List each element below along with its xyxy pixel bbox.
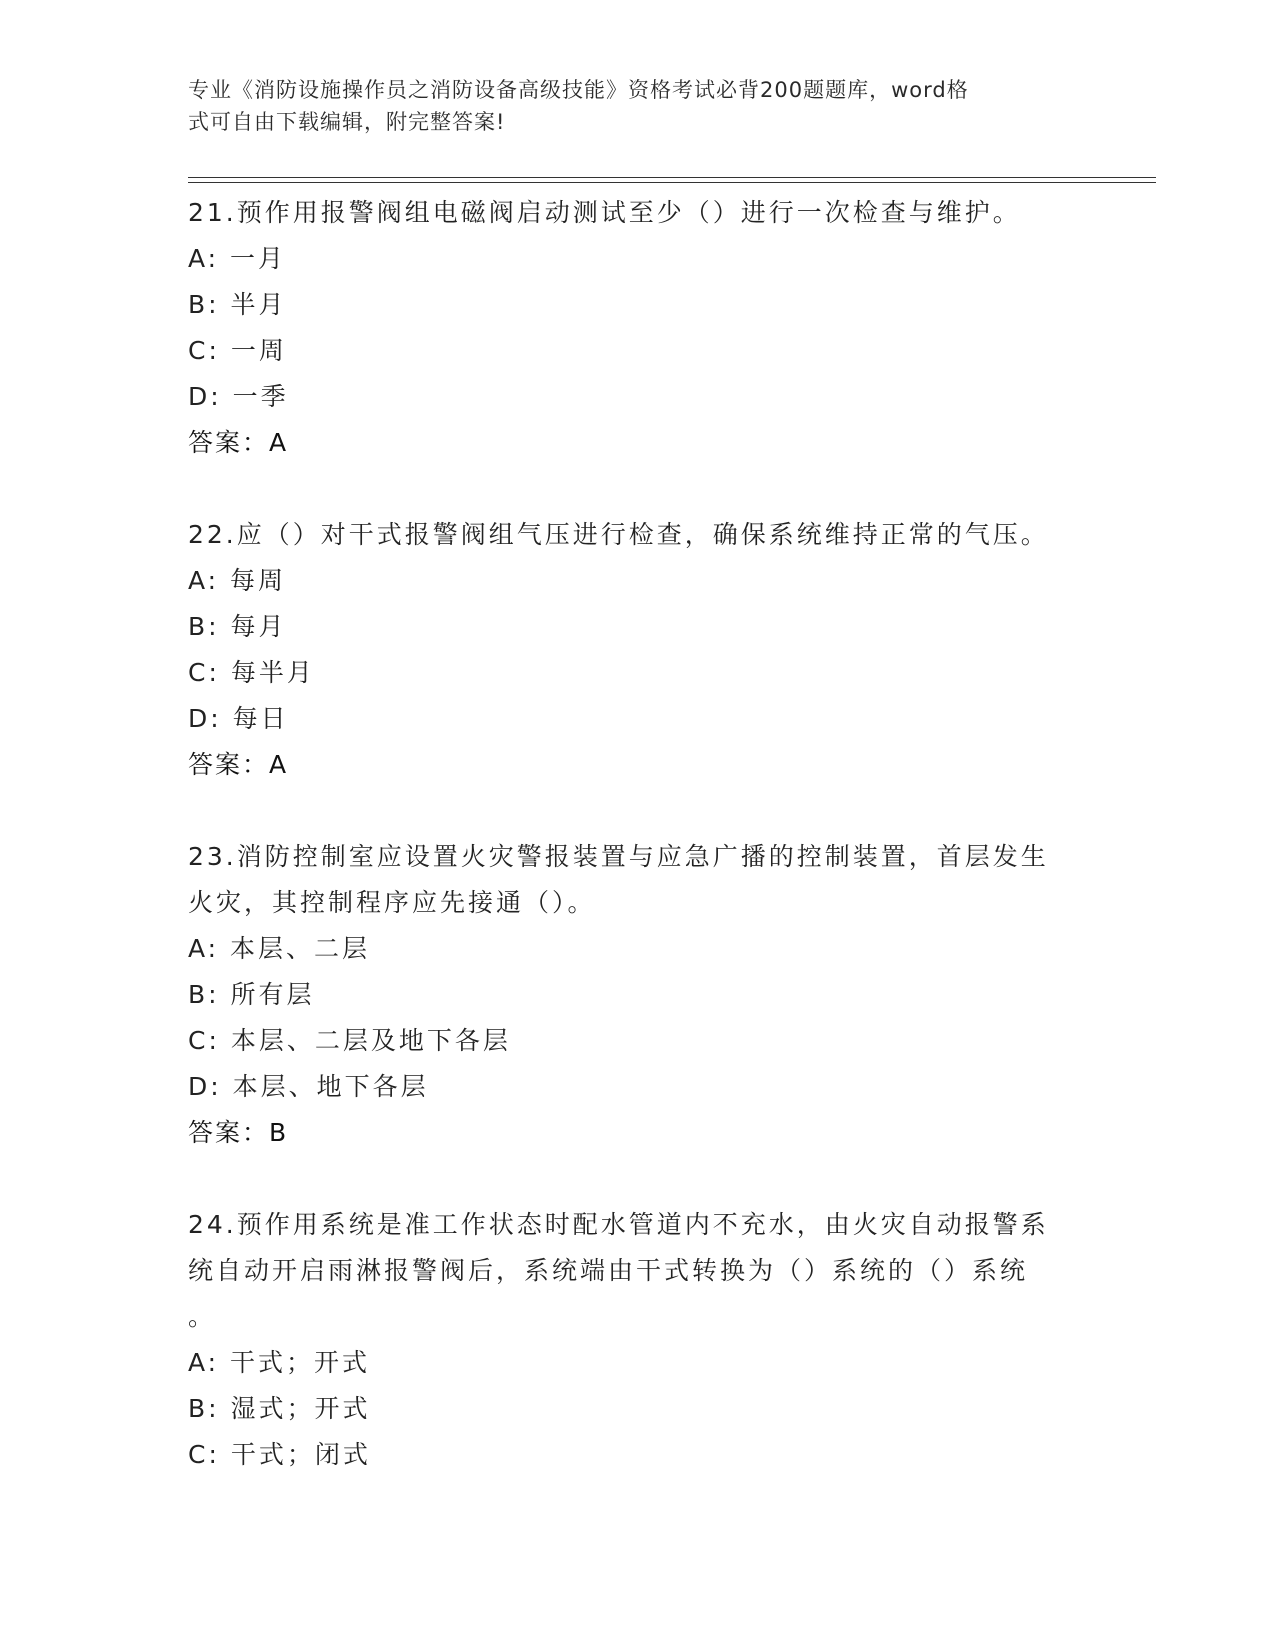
option-c: C: 一周 [188,336,287,365]
question-stem-line-2: 统自动开启雨淋报警阀后，系统端由干式转换为（）系统的（）系统 [188,1256,1029,1285]
question-list [188,190,1088,1478]
option-b: B: 所有层 [188,980,315,1009]
question-22 [188,512,1088,788]
header-line-1: 专业《消防设施操作员之消防设备高级技能》资格考试必背200题题库，word格 [188,78,969,102]
answer-line: 答案：A [188,750,289,779]
question-24 [188,1202,1088,1478]
question-stem-line-1: 23.消防控制室应设置火灾警报装置与应急广播的控制装置，首层发生 [188,842,1049,871]
header-divider-bottom [188,182,1156,183]
option-d: D: 本层、地下各层 [188,1072,429,1101]
question-spacer [188,1156,1088,1202]
question-stem-line-3: 。 [188,1302,217,1331]
question-stem: 22.应（）对干式报警阀组气压进行检查，确保系统维持正常的气压。 [188,520,1049,549]
question-23 [188,834,1088,1156]
question-stem-line-1: 24.预作用系统是准工作状态时配水管道内不充水，由火灾自动报警系 [188,1210,1049,1239]
option-c: C: 干式；闭式 [188,1440,371,1469]
option-b: B: 每月 [188,612,287,641]
option-b: B: 湿式；开式 [188,1394,371,1423]
header-divider-top [188,177,1156,178]
option-a: A: 一月 [188,244,287,273]
answer-line: 答案：A [188,428,289,457]
question-21 [188,190,1088,466]
option-d: D: 每日 [188,704,289,733]
option-a: A: 本层、二层 [188,934,371,963]
option-a: A: 每周 [188,566,287,595]
document-header [188,74,1068,138]
question-stem: 21.预作用报警阀组电磁阀启动测试至少（）进行一次检查与维护。 [188,198,1021,227]
question-stem-line-2: 火灾，其控制程序应先接通（）。 [188,888,596,917]
answer-line: 答案：B [188,1118,289,1147]
option-c: C: 每半月 [188,658,315,687]
question-spacer [188,466,1088,512]
option-c: C: 本层、二层及地下各层 [188,1026,511,1055]
option-b: B: 半月 [188,290,287,319]
option-d: D: 一季 [188,382,289,411]
header-line-2: 式可自由下载编辑，附完整答案! [188,110,506,134]
option-a: A: 干式；开式 [188,1348,371,1377]
question-spacer [188,788,1088,834]
